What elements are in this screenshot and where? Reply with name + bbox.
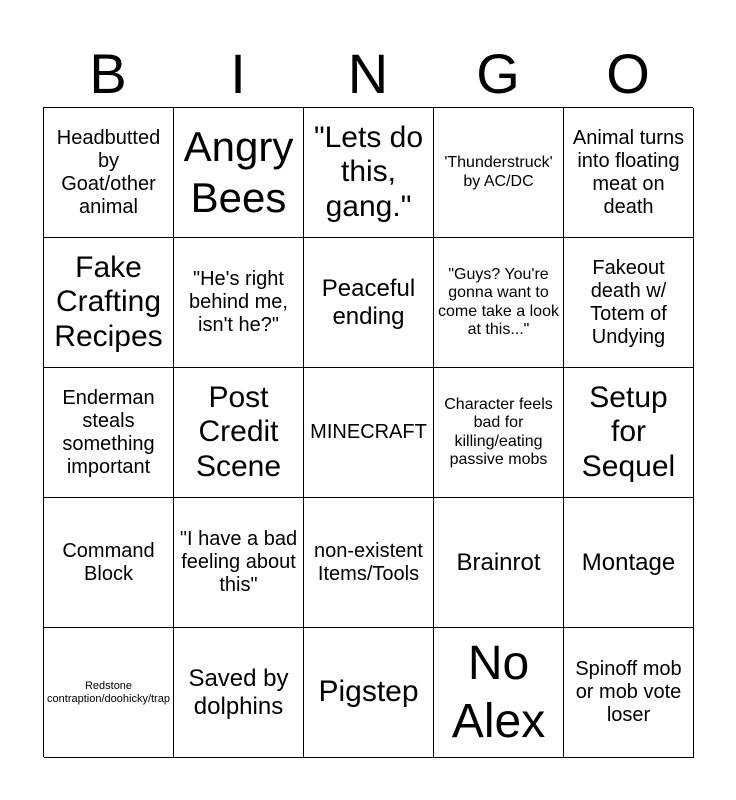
bingo-cell[interactable]: Headbutted by Goat/other animal [44, 108, 174, 238]
bingo-cell[interactable]: Fake Crafting Recipes [44, 238, 174, 368]
bingo-cell[interactable]: Pigstep [304, 628, 434, 758]
bingo-cell[interactable]: Spinoff mob or mob vote loser [564, 628, 694, 758]
header-letter-o: O [606, 42, 650, 105]
header-letter-g: G [476, 42, 520, 105]
bingo-cell[interactable]: "He's right behind me, isn't he?" [174, 238, 304, 368]
bingo-cell[interactable]: "Guys? You're gonna want to come take a look at this..." [434, 238, 564, 368]
bingo-cell[interactable]: "Lets do this, gang." [304, 108, 434, 238]
bingo-header [43, 42, 693, 106]
bingo-cell[interactable]: 'Thunderstruck' by AC/DC [434, 108, 564, 238]
bingo-cell[interactable]: Command Block [44, 498, 174, 628]
header-letter-b: B [89, 42, 127, 105]
bingo-cell[interactable]: Post Credit Scene [174, 368, 304, 498]
header-letter-i: I [230, 42, 246, 105]
bingo-cell[interactable]: Saved by dolphins [174, 628, 304, 758]
bingo-cell[interactable]: Setup for Sequel [564, 368, 694, 498]
bingo-cell free-space[interactable]: MINECRAFT [304, 368, 434, 498]
bingo-cell[interactable]: Redstone contraption/doohicky/trap [44, 628, 174, 758]
bingo-cell[interactable]: "I have a bad feeling about this" [174, 498, 304, 628]
bingo-cell[interactable]: Peaceful ending [304, 238, 434, 368]
bingo-cell[interactable]: Brainrot [434, 498, 564, 628]
bingo-cell[interactable]: Montage [564, 498, 694, 628]
bingo-cell[interactable]: No Alex [434, 628, 564, 758]
header-letter-n: N [347, 42, 389, 105]
bingo-cell[interactable]: Fakeout death w/ Totem of Undying [564, 238, 694, 368]
bingo-cell[interactable]: Angry Bees [174, 108, 304, 238]
bingo-grid [43, 107, 693, 757]
bingo-cell[interactable]: non-existent Items/Tools [304, 498, 434, 628]
bingo-cell[interactable]: Animal turns into floating meat on death [564, 108, 694, 238]
bingo-cell[interactable]: Character feels bad for killing/eating passive mobs [434, 368, 564, 498]
bingo-cell[interactable]: Enderman steals something important [44, 368, 174, 498]
